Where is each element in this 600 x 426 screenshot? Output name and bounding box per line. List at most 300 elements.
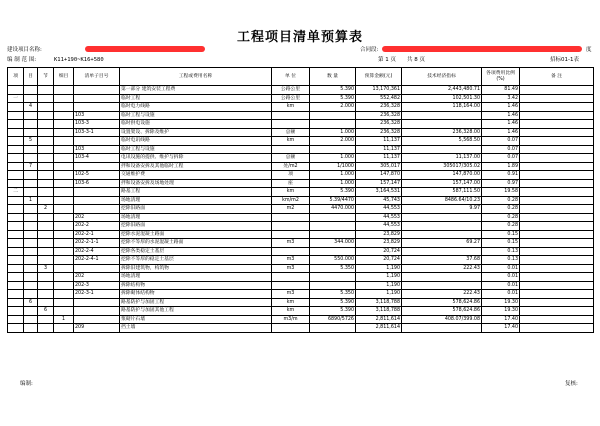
table-cell xyxy=(38,230,54,239)
table-cell: 19.58 xyxy=(482,188,520,197)
table-cell xyxy=(310,111,356,120)
table-cell: 4470.000 xyxy=(310,205,356,214)
table-cell xyxy=(8,171,24,180)
table-cell: 8486.64/10.23 xyxy=(402,196,482,205)
table-cell: 2,811,614 xyxy=(356,324,402,333)
table-cell: 0.15 xyxy=(482,239,520,248)
table-cell: 44,553 xyxy=(356,213,402,222)
table-row xyxy=(8,188,594,197)
table-cell xyxy=(24,307,38,316)
table-cell xyxy=(520,307,594,316)
table-cell: 13,170,361 xyxy=(356,86,402,95)
table-cell xyxy=(402,281,482,290)
table-cell: 1/1000 xyxy=(310,162,356,171)
table-row xyxy=(8,162,594,171)
table-cell: 81.49 xyxy=(482,86,520,95)
table-cell xyxy=(54,171,74,180)
table-cell: 1,190 xyxy=(356,273,402,282)
table-cell xyxy=(24,273,38,282)
table-cell xyxy=(272,324,310,333)
table-cell xyxy=(74,103,120,112)
page-title: 工程项目清单预算表 xyxy=(236,30,363,45)
table-cell: 0.91 xyxy=(482,171,520,180)
table-cell: 587,111.50 xyxy=(402,188,482,197)
contract-suffix: 度 xyxy=(586,47,592,53)
project-name-label: 建设项目名称: xyxy=(7,47,42,53)
table-cell xyxy=(520,94,594,103)
table-cell: 209 xyxy=(74,324,120,333)
table-cell xyxy=(310,213,356,222)
table-cell xyxy=(520,154,594,163)
table-cell: 578,624.86 xyxy=(402,298,482,307)
table-cell: 3.42 xyxy=(482,94,520,103)
table-cell: 202-2-1 xyxy=(74,230,120,239)
table-cell xyxy=(54,120,74,129)
table-cell xyxy=(520,239,594,248)
table-cell xyxy=(38,120,54,129)
table-cell: 2.000 xyxy=(310,137,356,146)
table-cell xyxy=(24,171,38,180)
table-cell: 9.97 xyxy=(402,205,482,214)
table-cell: 236,328 xyxy=(356,120,402,129)
table-cell: 4 xyxy=(24,103,38,112)
table-cell xyxy=(520,137,594,146)
table-row xyxy=(8,273,594,282)
table-row xyxy=(8,94,594,103)
table-cell: m3 xyxy=(272,256,310,265)
table-cell: 公路公里 xyxy=(272,94,310,103)
table-cell: 202 xyxy=(74,213,120,222)
table-cell: 408.07/399.08 xyxy=(402,315,482,324)
table-cell xyxy=(8,281,24,290)
table-cell xyxy=(24,205,38,214)
table-cell xyxy=(310,247,356,256)
table-cell xyxy=(24,315,38,324)
table-cell xyxy=(8,179,24,188)
table-cell: 102-5 xyxy=(74,171,120,180)
table-cell xyxy=(54,86,74,95)
table-cell: 1.46 xyxy=(482,120,520,129)
table-cell xyxy=(8,307,24,316)
table-cell xyxy=(38,188,54,197)
table-row xyxy=(8,239,594,248)
table-cell: 电讯设施的提供、维护与拆除 xyxy=(120,154,272,163)
prepared-by: 编制: xyxy=(20,381,33,387)
table-cell: 5.390 xyxy=(310,86,356,95)
table-cell: 0.01 xyxy=(482,281,520,290)
table-cell: 1.000 xyxy=(310,128,356,137)
table-cell xyxy=(74,196,120,205)
table-cell xyxy=(310,281,356,290)
table-cell xyxy=(402,111,482,120)
table-cell xyxy=(24,86,38,95)
table-cell: 0.28 xyxy=(482,205,520,214)
table-cell: 157,147 xyxy=(356,179,402,188)
table-cell: 37.68 xyxy=(402,256,482,265)
table-cell xyxy=(24,256,38,265)
table-cell xyxy=(54,273,74,282)
table-cell xyxy=(24,222,38,231)
table-cell xyxy=(38,103,54,112)
table-cell xyxy=(520,128,594,137)
table-cell: 550.000 xyxy=(310,256,356,265)
table-cell: 202-2-4 xyxy=(74,247,120,256)
table-cell xyxy=(8,120,24,129)
table-cell: 5.39/4470 xyxy=(310,196,356,205)
table-cell xyxy=(38,315,54,324)
table-cell: 浆砌片石墙 xyxy=(120,315,272,324)
table-cell xyxy=(8,222,24,231)
table-cell: 202-2-1-1 xyxy=(74,239,120,248)
table-cell xyxy=(8,298,24,307)
table-cell xyxy=(38,298,54,307)
table-cell xyxy=(38,273,54,282)
table-cell xyxy=(38,154,54,163)
table-cell: 103-6 xyxy=(74,179,120,188)
table-cell: 5.350 xyxy=(310,264,356,273)
table-cell: 5 xyxy=(24,137,38,146)
table-cell: 0.13 xyxy=(482,256,520,265)
table-row xyxy=(8,256,594,265)
table-cell: 236,328.00 xyxy=(402,128,482,137)
table-cell xyxy=(310,145,356,154)
table-cell: 挖除旧路面 xyxy=(120,205,272,214)
table-row xyxy=(8,324,594,333)
table-cell xyxy=(24,290,38,299)
table-cell xyxy=(24,324,38,333)
table-cell xyxy=(520,188,594,197)
table-cell xyxy=(38,94,54,103)
table-cell: 0.01 xyxy=(482,264,520,273)
table-cell xyxy=(54,256,74,265)
table-cell: 103 xyxy=(74,145,120,154)
table-row xyxy=(8,179,594,188)
table-cell xyxy=(54,290,74,299)
page-info: 第 1 页 共 8 页 xyxy=(378,57,425,63)
table-cell xyxy=(272,273,310,282)
table-cell: 拆除砌体结构物 xyxy=(120,290,272,299)
table-cell: 157,147.00 xyxy=(402,179,482,188)
redacted-contract-section xyxy=(382,46,582,52)
table-row xyxy=(8,290,594,299)
table-cell: 11,137 xyxy=(356,154,402,163)
table-cell xyxy=(54,222,74,231)
table-cell xyxy=(38,324,54,333)
table-cell: km/m2 xyxy=(272,196,310,205)
table-cell xyxy=(24,213,38,222)
table-cell: 挡土墙 xyxy=(120,324,272,333)
table-cell: 23,829 xyxy=(356,230,402,239)
table-cell xyxy=(402,247,482,256)
table-cell: 0.01 xyxy=(482,273,520,282)
table-cell: 1.000 xyxy=(310,179,356,188)
table-cell xyxy=(38,256,54,265)
table-cell: 20,724 xyxy=(356,256,402,265)
table-cell xyxy=(402,273,482,282)
table-cell: 挖除旧路面 xyxy=(120,222,272,231)
table-cell: 17.40 xyxy=(482,324,520,333)
table-cell xyxy=(520,324,594,333)
table-cell xyxy=(54,213,74,222)
table-cell: m3 xyxy=(272,239,310,248)
table-cell xyxy=(38,162,54,171)
table-cell: 交通维护费 xyxy=(120,171,272,180)
table-cell xyxy=(38,137,54,146)
table-cell: 1,190 xyxy=(356,281,402,290)
table-cell: 2,811,614 xyxy=(356,315,402,324)
table-cell: 11,137.00 xyxy=(402,154,482,163)
table-cell xyxy=(8,111,24,120)
table-cell: km xyxy=(272,188,310,197)
table-cell: m3 xyxy=(272,264,310,273)
table-row xyxy=(8,137,594,146)
table-cell xyxy=(24,128,38,137)
table-cell xyxy=(38,239,54,248)
table-cell xyxy=(520,145,594,154)
table-cell xyxy=(520,162,594,171)
table-cell xyxy=(38,86,54,95)
column-header: 清单子目号 xyxy=(74,68,120,86)
table-row xyxy=(8,230,594,239)
table-row xyxy=(8,154,594,163)
table-cell xyxy=(24,239,38,248)
table-cell: 场地清理 xyxy=(120,196,272,205)
table-cell xyxy=(8,290,24,299)
table-cell: 1.89 xyxy=(482,162,520,171)
table-cell xyxy=(74,137,120,146)
table-cell: 7 xyxy=(24,162,38,171)
table-cell: 222.43 xyxy=(402,264,482,273)
table-cell xyxy=(402,324,482,333)
table-cell: 临时电力线路 xyxy=(120,103,272,112)
table-cell xyxy=(54,324,74,333)
table-cell: 临时工程与设施 xyxy=(120,111,272,120)
table-cell: 1.46 xyxy=(482,111,520,120)
table-cell xyxy=(54,128,74,137)
table-cell xyxy=(38,128,54,137)
table-cell xyxy=(54,239,74,248)
table-cell: 102,501.30 xyxy=(402,94,482,103)
table-cell: 场地清理 xyxy=(120,273,272,282)
table-cell xyxy=(272,120,310,129)
column-header: 技术经济指标 xyxy=(402,68,482,86)
table-cell: 2.000 xyxy=(310,103,356,112)
table-cell xyxy=(8,128,24,137)
column-header: 细目 xyxy=(54,68,74,86)
table-cell: 147,870 xyxy=(356,171,402,180)
column-header: 节 xyxy=(38,68,54,86)
table-cell xyxy=(520,230,594,239)
table-cell: 44,553 xyxy=(356,222,402,231)
table-cell: 5.390 xyxy=(310,94,356,103)
table-cell xyxy=(38,196,54,205)
table-cell: 总额 xyxy=(272,128,310,137)
table-cell xyxy=(272,281,310,290)
table-cell: 103-3-1 xyxy=(74,128,120,137)
table-cell xyxy=(54,154,74,163)
table-cell xyxy=(74,188,120,197)
table-cell xyxy=(8,315,24,324)
table-row xyxy=(8,171,594,180)
table-cell: 座 xyxy=(272,179,310,188)
table-cell: 5.390 xyxy=(310,307,356,316)
table-cell: 0.15 xyxy=(482,230,520,239)
column-header: 各项费用比例(%) xyxy=(482,68,520,86)
table-cell: km xyxy=(272,307,310,316)
table-cell: 103-4 xyxy=(74,154,120,163)
table-cell xyxy=(24,230,38,239)
budget-table xyxy=(7,67,594,333)
table-cell xyxy=(8,145,24,154)
table-cell: 44,553 xyxy=(356,205,402,214)
table-cell: 0.07 xyxy=(482,154,520,163)
contract-section-label: 合同段: xyxy=(360,47,379,53)
table-cell xyxy=(520,179,594,188)
column-header: 数 量 xyxy=(310,68,356,86)
table-cell: 17.40 xyxy=(482,315,520,324)
table-cell xyxy=(272,222,310,231)
table-cell xyxy=(8,324,24,333)
table-cell: 临时工程 xyxy=(120,94,272,103)
column-header: 备 注 xyxy=(520,68,594,86)
table-cell xyxy=(310,230,356,239)
table-cell: 236,328 xyxy=(356,111,402,120)
table-cell: 578,624.86 xyxy=(402,307,482,316)
table-row xyxy=(8,205,594,214)
table-cell: 23,829 xyxy=(356,239,402,248)
table-cell xyxy=(74,315,120,324)
table-cell xyxy=(74,86,120,95)
table-cell xyxy=(520,315,594,324)
table-header-row xyxy=(8,68,594,86)
table-cell xyxy=(520,256,594,265)
table-cell xyxy=(310,120,356,129)
table-cell xyxy=(54,247,74,256)
table-cell xyxy=(38,171,54,180)
column-header: 项 xyxy=(8,68,24,86)
table-cell: 202-2 xyxy=(74,222,120,231)
table-cell: 2,443,480.71 xyxy=(402,86,482,95)
table-cell xyxy=(54,179,74,188)
table-row xyxy=(8,120,594,129)
table-row xyxy=(8,213,594,222)
table-cell: 69.27 xyxy=(402,239,482,248)
column-header: 工程或费用名称 xyxy=(120,68,272,86)
table-cell: 5,568.50 xyxy=(402,137,482,146)
table-cell: 305,017 xyxy=(356,162,402,171)
table-cell: 0.28 xyxy=(482,222,520,231)
table-cell: 6 xyxy=(38,307,54,316)
table-cell xyxy=(38,247,54,256)
table-cell xyxy=(520,111,594,120)
table-cell: 103 xyxy=(74,111,120,120)
table-row xyxy=(8,145,594,154)
form-code: 招标01-1表 xyxy=(550,57,579,63)
table-cell: 场地清理 xyxy=(120,213,272,222)
table-cell xyxy=(8,162,24,171)
table-cell xyxy=(520,247,594,256)
table-cell xyxy=(54,307,74,316)
table-row xyxy=(8,315,594,324)
table-row xyxy=(8,281,594,290)
table-cell xyxy=(402,145,482,154)
table-cell xyxy=(24,281,38,290)
table-cell xyxy=(8,256,24,265)
table-cell: 挖除各类稳定土基层 xyxy=(120,247,272,256)
table-cell xyxy=(272,111,310,120)
table-cell: 0.97 xyxy=(482,179,520,188)
table-cell: 236,328 xyxy=(356,103,402,112)
table-cell xyxy=(520,120,594,129)
table-row xyxy=(8,298,594,307)
table-cell xyxy=(74,298,120,307)
table-cell xyxy=(8,239,24,248)
table-cell xyxy=(54,188,74,197)
table-cell xyxy=(38,179,54,188)
table-cell xyxy=(38,290,54,299)
table-cell xyxy=(520,213,594,222)
table-cell xyxy=(24,111,38,120)
table-cell xyxy=(520,86,594,95)
table-cell xyxy=(8,196,24,205)
table-cell xyxy=(520,222,594,231)
table-cell xyxy=(8,273,24,282)
table-cell xyxy=(8,154,24,163)
table-row xyxy=(8,128,594,137)
table-cell xyxy=(38,213,54,222)
table-cell: 3,118,788 xyxy=(356,307,402,316)
table-cell: 305017/305.02 xyxy=(402,162,482,171)
table-cell: 5.390 xyxy=(310,188,356,197)
table-cell: 1 xyxy=(24,196,38,205)
table-row xyxy=(8,307,594,316)
table-cell: 45,743 xyxy=(356,196,402,205)
table-cell: 202-3-1 xyxy=(74,290,120,299)
table-cell: km xyxy=(272,103,310,112)
table-cell xyxy=(272,230,310,239)
table-cell xyxy=(74,307,120,316)
table-cell xyxy=(54,103,74,112)
table-cell xyxy=(520,103,594,112)
column-header: 目 xyxy=(24,68,38,86)
table-cell: 挖除不等厚的水泥混凝土路面 xyxy=(120,239,272,248)
table-cell: 拆除结构物 xyxy=(120,281,272,290)
table-cell: 236,328 xyxy=(356,128,402,137)
table-cell: 第一部分 建筑安装工程费 xyxy=(120,86,272,95)
table-cell: 1.46 xyxy=(482,128,520,137)
table-cell: 202-3 xyxy=(74,281,120,290)
table-cell xyxy=(54,145,74,154)
table-cell xyxy=(520,273,594,282)
table-cell: 挖除不等厚的稳定土基层 xyxy=(120,256,272,265)
table-cell: 20,724 xyxy=(356,247,402,256)
table-cell xyxy=(8,213,24,222)
table-cell xyxy=(8,86,24,95)
table-cell xyxy=(54,111,74,120)
table-cell xyxy=(520,205,594,214)
table-row xyxy=(8,222,594,231)
table-cell: 103-3 xyxy=(74,120,120,129)
table-cell xyxy=(272,213,310,222)
table-cell: 3 xyxy=(38,264,54,273)
table-cell xyxy=(310,273,356,282)
table-cell xyxy=(272,247,310,256)
table-cell xyxy=(310,324,356,333)
table-cell xyxy=(54,230,74,239)
table-cell xyxy=(520,196,594,205)
table-cell: 路基工程 xyxy=(120,188,272,197)
table-cell: 1.000 xyxy=(310,154,356,163)
